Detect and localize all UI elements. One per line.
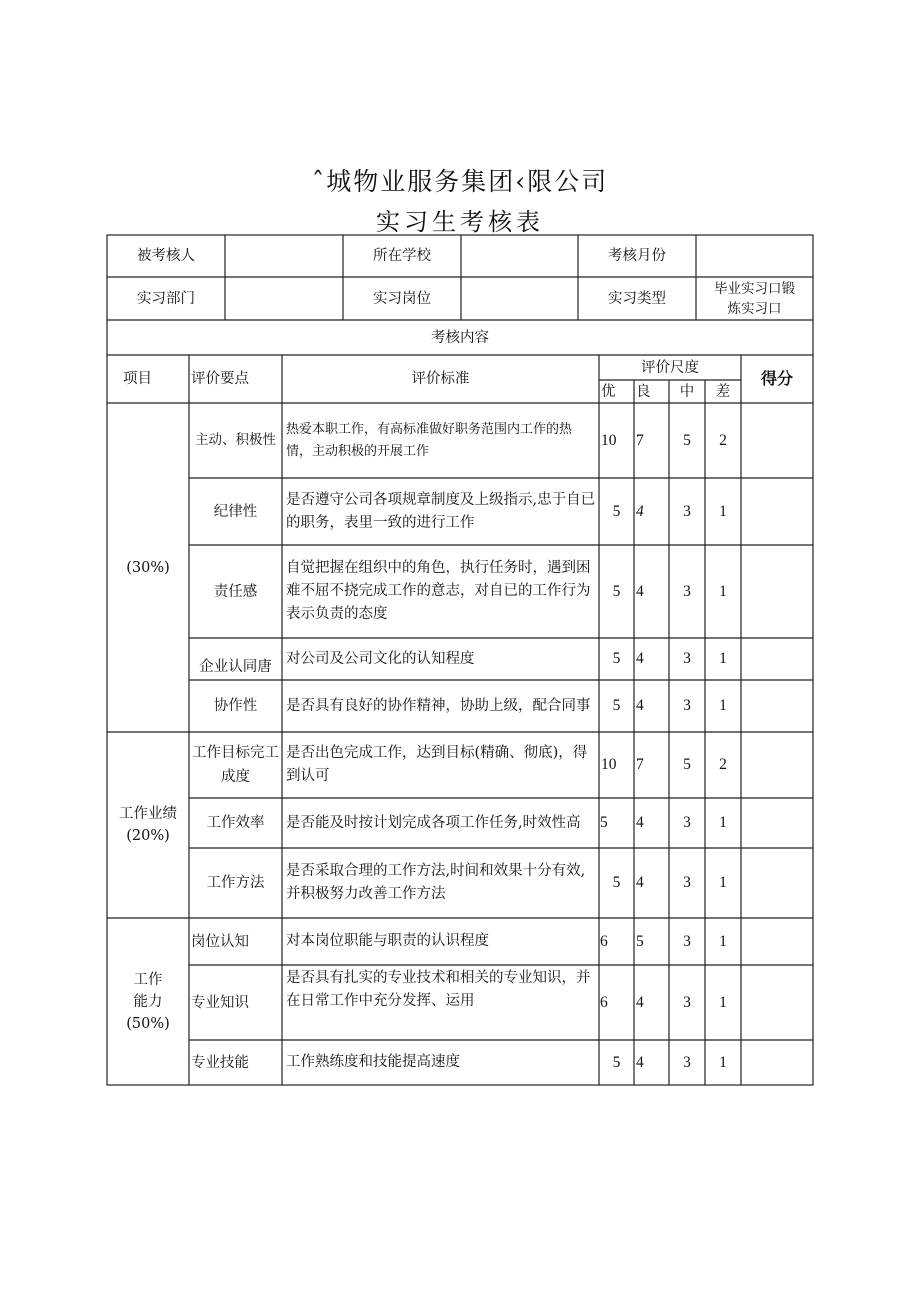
type-option-training[interactable]: 炼实习口 (727, 301, 782, 317)
group-performance-weight: (20%) (126, 828, 170, 844)
score-excellent-responsibility: 5 (612, 582, 621, 600)
company-name: ˆ城物业服务集团‹限公司 (311, 167, 609, 196)
type-option-graduation[interactable]: 毕业实习口锻 (714, 281, 795, 297)
col-excellent: 优 (601, 383, 616, 400)
score-good-identity: 4 (636, 650, 644, 667)
score-medium-method: 3 (683, 874, 691, 891)
score-poor-goal-completion: 2 (719, 756, 727, 773)
score-excellent-cooperation: 5 (612, 697, 621, 714)
score-good-discipline: 4 (636, 502, 644, 520)
standard-skills: 工作熟练度和技能提高速度 (286, 1054, 460, 1070)
post-field[interactable] (461, 277, 578, 320)
point-role-awareness: 岗位认知 (191, 933, 249, 950)
score-good-cooperation: 4 (636, 697, 644, 714)
standard-responsibility: 自觉把握在组织中的角色，执行任务时，遇到困难不屈不挠完成工作的意志，对自已的工作行为表示负责的态度 (286, 560, 591, 622)
point-efficiency: 工作效率 (206, 815, 265, 831)
score-poor-skills: 1 (719, 1053, 727, 1071)
point-goal-completion: 工作目标完工成度 (192, 745, 279, 785)
score-field-efficiency[interactable] (741, 798, 813, 848)
examinee-label: 被考核人 (137, 248, 195, 264)
col-poor: 差 (715, 383, 731, 400)
score-medium-responsibility: 3 (683, 582, 691, 600)
score-medium-cooperation: 3 (683, 697, 691, 714)
point-initiative: 主动、积极性 (195, 432, 276, 448)
score-medium-goal-completion: 5 (683, 756, 691, 773)
point-knowledge: 专业知识 (191, 994, 249, 1011)
standard-knowledge: 是否具有扎实的专业技术和相关的专业知识，并在日常工作中充分发挥、运用 (286, 970, 591, 1009)
standard-identity: 对公司及公司文化的认知程度 (286, 650, 475, 667)
standard-cooperation: 是否具有良好的协作精神，协助上级，配合同事 (286, 697, 591, 714)
point-discipline: 纪律性 (213, 503, 258, 520)
score-good-method: 4 (636, 874, 644, 891)
school-label: 所在学校 (373, 248, 431, 264)
score-poor-role-awareness: 1 (719, 932, 727, 950)
group-ability-weight: (50%) (126, 1015, 170, 1032)
score-excellent-goal-completion: 10 (601, 756, 617, 773)
month-field[interactable] (696, 235, 813, 277)
col-medium: 中 (679, 383, 695, 400)
score-excellent-initiative: 10 (601, 431, 617, 449)
point-method: 工作方法 (206, 875, 265, 891)
form-title: 实习生考核表 (376, 208, 544, 236)
col-score: 得分 (760, 369, 793, 388)
score-good-initiative: 7 (636, 431, 644, 449)
score-excellent-knowledge: 6 (600, 993, 608, 1011)
score-poor-method: 1 (719, 874, 727, 891)
score-field-identity[interactable] (741, 638, 813, 680)
standard-role-awareness: 对本岗位职能与职责的认识程度 (286, 933, 489, 949)
score-good-responsibility: 4 (636, 582, 644, 600)
score-excellent-discipline: 5 (612, 502, 621, 520)
score-excellent-efficiency: 5 (600, 814, 608, 831)
examinee-field[interactable] (225, 235, 343, 277)
col-scale: 评价尺度 (641, 359, 699, 376)
score-poor-initiative: 2 (719, 431, 727, 449)
score-good-goal-completion: 7 (636, 756, 644, 773)
score-poor-efficiency: 1 (719, 814, 727, 831)
score-poor-identity: 1 (719, 650, 727, 667)
score-medium-role-awareness: 3 (683, 932, 691, 950)
standard-goal-completion: 是否出色完成工作，达到目标(精确、彻底)，得到认可 (286, 745, 588, 784)
score-poor-responsibility: 1 (719, 582, 727, 600)
score-field-goal-completion[interactable] (741, 732, 813, 798)
group-ability-name-1: 工作 (133, 971, 163, 988)
col-item: 项目 (123, 371, 152, 387)
dept-label: 实习部门 (137, 290, 195, 307)
score-excellent-method: 5 (612, 874, 621, 891)
score-field-knowledge[interactable] (741, 965, 813, 1040)
group-attitude (107, 403, 189, 732)
score-good-skills: 4 (636, 1053, 644, 1071)
score-field-responsibility[interactable] (741, 545, 813, 638)
group-ability-name-2: 能力 (133, 993, 163, 1010)
score-excellent-role-awareness: 6 (600, 932, 608, 950)
score-excellent-identity: 5 (612, 650, 621, 667)
type-options[interactable] (696, 277, 813, 320)
group-attitude-weight: (30%) (126, 559, 170, 576)
section-title: 考核内容 (431, 329, 489, 346)
score-medium-discipline: 3 (683, 502, 691, 520)
point-cooperation: 协作性 (213, 698, 258, 714)
point-responsibility: 责任感 (213, 583, 258, 600)
standard-method: 是否采取合理的工作方法,时间和效果十分有效,并积极努力改善工作方法 (286, 863, 586, 902)
standard-discipline: 是否遵守公司各项规章制度及上级指示,忠于自已的职务，表里一致的进行工作 (286, 491, 596, 531)
score-field-role-awareness[interactable] (741, 918, 813, 965)
point-skills: 专业技能 (191, 1054, 249, 1071)
col-standard: 评价标准 (411, 371, 470, 387)
standard-initiative: 热爱本职工作，有高标准做好职务范围内工作的热情，主动积极的开展工作 (286, 421, 573, 459)
score-medium-identity: 3 (683, 650, 691, 667)
score-good-efficiency: 4 (636, 814, 644, 831)
type-label: 实习类型 (608, 290, 666, 307)
score-good-role-awareness: 5 (636, 932, 644, 950)
score-medium-efficiency: 3 (683, 814, 691, 831)
group-ability (107, 918, 189, 1085)
score-field-skills[interactable] (741, 1040, 813, 1085)
score-poor-cooperation: 1 (719, 697, 727, 714)
month-label: 考核月份 (608, 248, 666, 264)
col-points: 评价要点 (191, 371, 249, 387)
score-excellent-skills: 5 (612, 1053, 621, 1071)
score-poor-discipline: 1 (719, 502, 727, 520)
dept-field[interactable] (225, 277, 343, 320)
post-label: 实习岗位 (373, 290, 431, 307)
score-field-discipline[interactable] (741, 478, 813, 545)
col-good: 良 (636, 383, 651, 400)
score-medium-initiative: 5 (683, 431, 691, 449)
group-performance (107, 732, 189, 918)
group-performance-name: 工作业绩 (119, 806, 177, 822)
score-medium-knowledge: 3 (683, 993, 691, 1011)
score-field-cooperation[interactable] (741, 680, 813, 732)
school-field[interactable] (461, 235, 578, 277)
score-good-knowledge: 4 (636, 993, 644, 1011)
standard-efficiency: 是否能及时按计划完成各项工作任务,时效性高 (286, 814, 581, 831)
score-poor-knowledge: 1 (719, 993, 727, 1011)
score-field-method[interactable] (741, 848, 813, 918)
score-field-initiative[interactable] (741, 403, 813, 478)
point-identity: 企业认同唐 (199, 659, 272, 675)
score-medium-skills: 3 (683, 1053, 691, 1071)
